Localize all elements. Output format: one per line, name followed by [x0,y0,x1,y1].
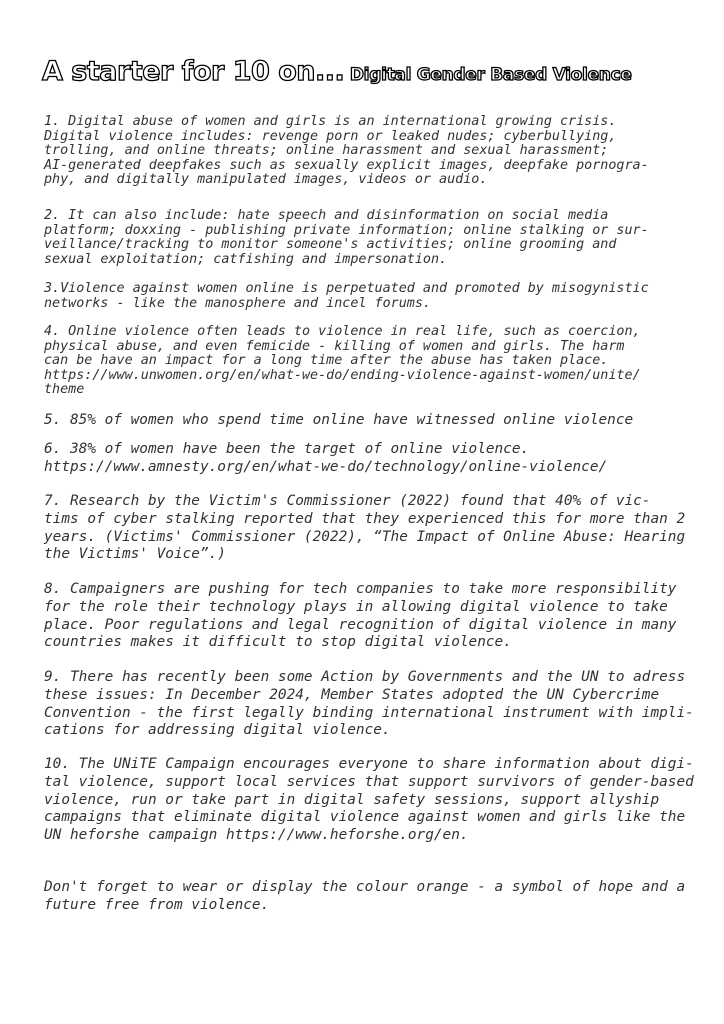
point-6: 6. 38% of women have been the target of online violence. https://www.amnesty.org/en/what-we-do/technology/online-violence/ [44,441,608,475]
point-8: 8. Campaigners are pushing for tech companies to take more responsibility for the role their technology plays in allowing digital violence to take place. Poor regulations and legal recognition of digital violence in many countries makes it difficult to stop digital violence. [44,581,677,651]
title-subject: Digital Gender Based Violence [349,65,632,85]
point-5: 5. 85% of women who spend time online have witnessed online violence [44,412,634,428]
point-10: 10. The UNiTE Campaign encourages everyone to share information about digi- tal violence, support local services that support survivors of gender-based violence, run or take part in digital safety sessions, support allyship campaigns that eliminate digital violence against women and girls like the UN heforshe campaign https://www.heforshe.org/en. [44,756,694,844]
point-1: 1. Digital abuse of women and girls is an international growing crisis. Digital violence includes: revenge porn or leaked nudes; cyberbullying, trolling, and online threats; online harassment and sexual harassment; AI-generated deepfakes such as sexually explicit images, deepfake pornogra- phy, and digitally manipulated images, videos or audio. [44,114,649,187]
point-7: 7. Research by the Victim's Commissioner (2022) found that 40% of vic- tims of cyber stalking reported that they experienced this for more than 2 years. (Victims' Commissioner (2022), “The Impact of Online Abuse: Hearing the Victims' Voice”.) [44,493,686,563]
closing-note: Don't forget to wear or display the colour orange - a symbol of hope and a future free from violence. [44,879,686,913]
point-4: 4. Online violence often leads to violence in real life, such as coercion, physical abuse, and even femicide - killing of women and girls. The harm can be have an impact for a long time after the abuse has taken place. https://www.unwomen.org/en/what-we-do/ending-violence-against-women/unite/ theme [44,324,641,397]
page-title [42,56,632,87]
point-3: 3.Violence against women online is perpetuated and promoted by misogynistic networks - like the manosphere and incel forums. [44,281,649,311]
title-main: A starter for 10 on... [42,56,345,87]
point-9: 9. There has recently been some Action by Governments and the UN to adress these issues: In December 2024, Member States adopted the UN Cybercrime Convention - the first legally binding international instrument with impli- cations for addressing digital violence. [44,669,694,739]
point-2: 2. It can also include: hate speech and disinformation on social media platform; doxxing - publishing private information; online stalking or sur- veillance/tracking to monitor someone's activities; online grooming and sexual exploitation; catfishing and impersonation. [44,208,649,267]
